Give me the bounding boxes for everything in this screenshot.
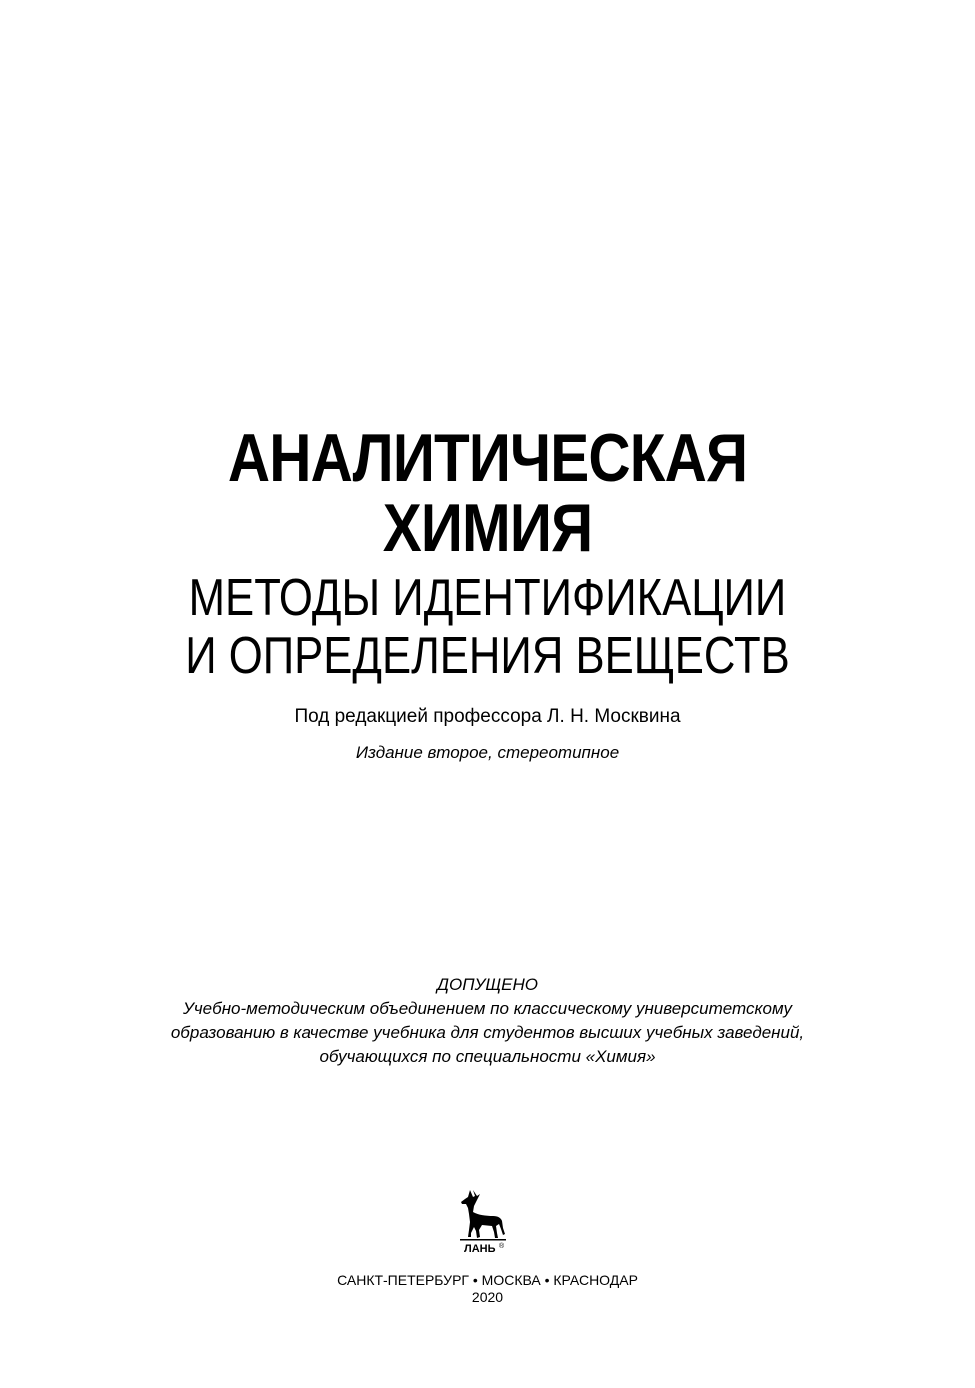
deer-icon [456,1188,516,1256]
editor-credit: Под редакцией профессора Л. Н. Москвина [294,706,681,727]
book-subtitle-line-1: МЕТОДЫ ИДЕНТИФИКАЦИИ [188,569,787,627]
registered-mark: ® [499,1243,505,1250]
publisher-cities: САНКТ-ПЕТЕРБУРГ • МОСКВА • КРАСНОДАР [337,1272,638,1288]
publisher-logo-text: ЛАНЬ [464,1243,496,1255]
publisher-logo [456,1188,516,1256]
book-title-line-1: АНАЛИТИЧЕСКАЯ [227,420,748,496]
approval-heading: ДОПУЩЕНО [437,975,538,994]
book-subtitle-line-2: И ОПРЕДЕЛЕНИЯ ВЕЩЕСТВ [185,627,790,685]
book-title-line-2: ХИМИЯ [382,490,593,566]
edition-note: Издание второе, стереотипное [355,743,620,762]
approval-line-2: образованию в качестве учебника для студентов высших учебных заведений, [170,1023,805,1042]
approval-line-3: обучающихся по специальности «Химия» [319,1047,656,1066]
approval-line-1: Учебно-методическим объединением по классическому университетскому [183,999,792,1018]
publication-year: 2020 [471,1289,504,1305]
